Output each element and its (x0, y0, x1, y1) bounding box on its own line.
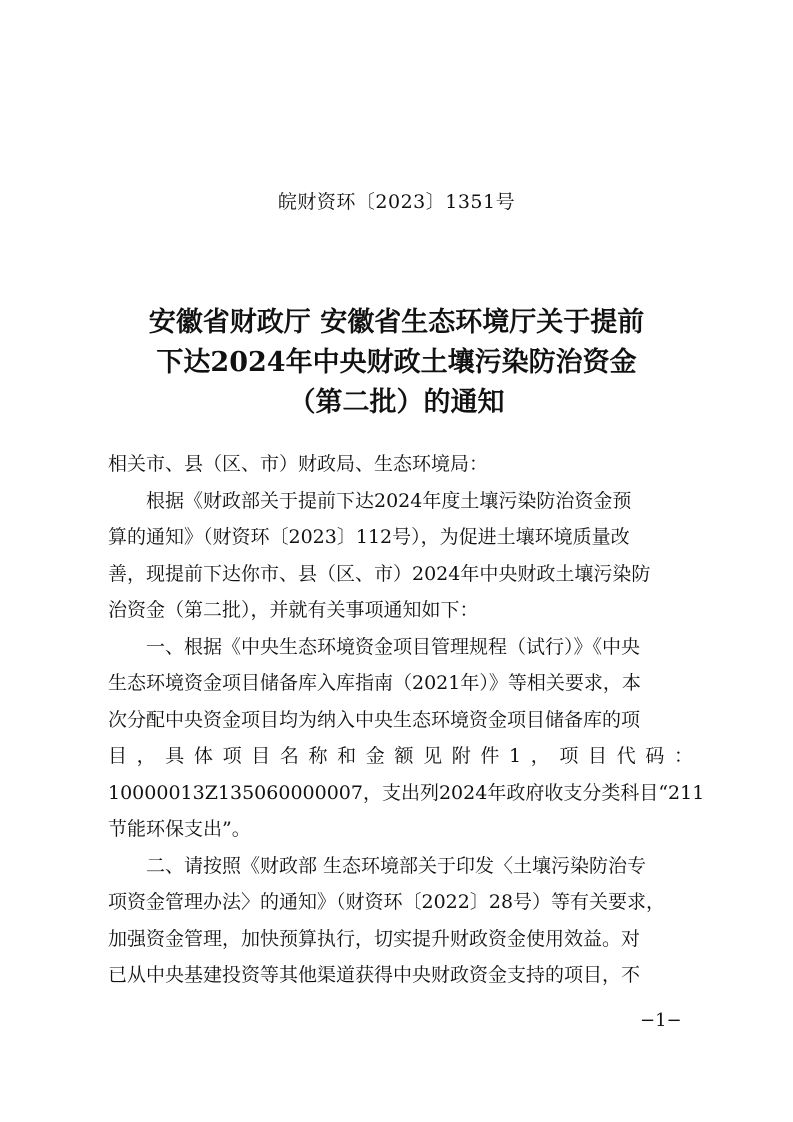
body-line: 算的通知》（财资环〔2023〕112号），为促进土壤环境质量改 (108, 526, 630, 548)
document-title (60, 303, 733, 423)
document-number: 皖财资环〔2023〕1351号 (277, 191, 516, 213)
body-line: 目，具体项目名称和金额见附件1，项目代码： (108, 745, 693, 767)
body-line: 生态环境资金项目储备库入库指南（2021年）》等相关要求，本 (108, 672, 641, 694)
body-line: 根据《财政部关于提前下达2024年度土壤污染防治资金预 (146, 489, 632, 512)
body-line: 二、请按照《财政部 生态环境部关于印发〈土壤污染防治专 (146, 854, 647, 877)
body-line: 项资金管理办法〉的通知》（财资环〔2022〕28号）等有关要求， (108, 891, 666, 913)
body-line: 次分配中央资金项目均为纳入中央生态环境资金项目储备库的项 (108, 708, 641, 731)
page-number: −1− (640, 1010, 682, 1031)
body-line: 善，现提前下达你市、县（区、市）2024年中央财政土壤污染防 (108, 562, 651, 585)
document-body (108, 446, 705, 994)
title-line: 安徽省财政厅 安徽省生态环境厅关于提前 (148, 307, 645, 338)
body-line: 治资金（第二批），并就有关事项通知如下： (108, 599, 479, 621)
body-line: 节能环保支出”。 (108, 818, 251, 840)
body-line: 10000013Z135060000007，支出列2024年政府收支分类科目“211 (108, 781, 705, 804)
body-line: 已从中央基建投资等其他渠道获得中央财政资金支持的项目，不 (108, 964, 641, 986)
addressee: 相关市、县（区、市）财政局、生态环境局： (108, 453, 489, 475)
title-line: 下达2024年中央财政土壤污染防治资金 (156, 347, 637, 378)
body-line: 一、根据《中央生态环境资金项目管理规程（试行）》《中央 (146, 635, 641, 658)
title-line: （第二批）的通知 (288, 387, 505, 418)
body-line: 加强资金管理，加快预算执行，切实提升财政资金使用效益。对 (108, 927, 641, 950)
